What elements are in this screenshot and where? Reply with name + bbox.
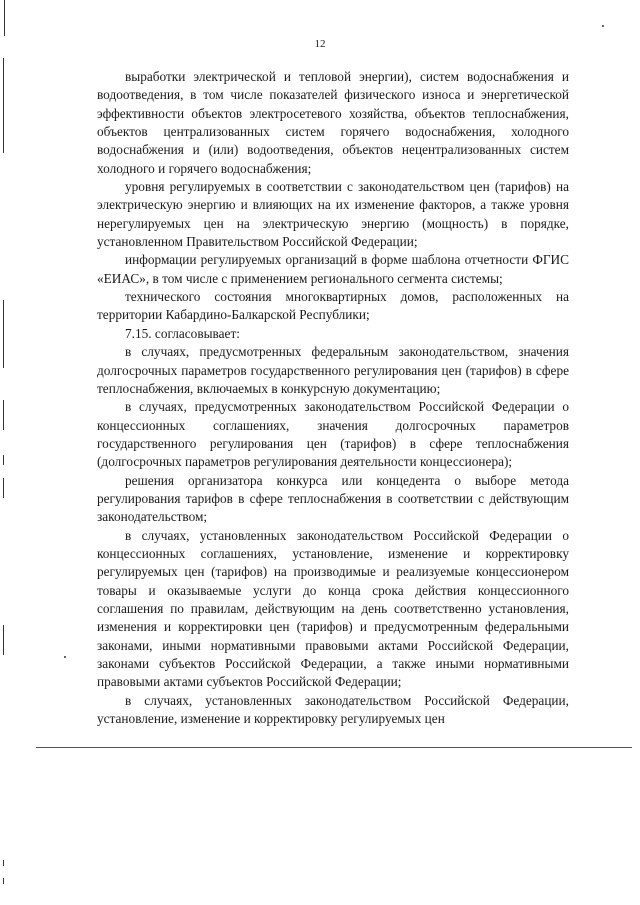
paragraph: уровня регулируемых в соответствии с законодательством цен (тарифов) на электрическую энергию и влияющих на их изменение факторов, а также уровня нерегулируемых цен на электрическую энергию (мощность) в порядке, установленном Правительством Российской Федерации; [97, 179, 569, 250]
document-body [97, 68, 569, 728]
paragraph: 7.15. согласовывает: [125, 325, 240, 341]
scan-edge-mark [3, 58, 4, 153]
paragraph: в случаях, предусмотренных законодательством Российской Федерации о концессионных соглашениях, значения долгосрочных параметров государственного регулирования цен (тарифов) в сфере теплоснабжения (долгосрочных параметров регулирования деятельности концессионера); [97, 399, 569, 470]
scan-tick-mark [64, 656, 66, 658]
scan-edge-mark [3, 455, 4, 465]
paragraph: в случаях, установленных законодательством Российской Федерации, установление, изменение и корректировку регулируемых цен [97, 692, 569, 727]
paragraph: информации регулируемых организаций в форме шаблона отчетности ФГИС «ЕИАС», в том числе с применением регионального сегмента системы; [97, 252, 569, 286]
page-number: 12 [314, 38, 326, 50]
scan-edge-mark [4, 0, 5, 36]
scan-edge-mark [3, 478, 4, 498]
paragraph: в случаях, предусмотренных федеральным законодательством, значения долгосрочных параметров государственного регулирования цен (тарифов) в сфере теплоснабжения, включаемых в конкурсную документацию; [97, 344, 569, 396]
scan-edge-mark [3, 878, 4, 884]
scan-strike-line [36, 747, 632, 748]
scan-edge-mark [3, 300, 4, 368]
paragraph: выработки электрической и тепловой энергии), систем водоснабжения и водоотведения, в том числе показателей физического износа и энергетической эффективности объектов электросетевого хозяйства, объектов теплоснабжения, объектов централизованных систем горячего водоснабжения, холодного водоснабжения и (или) водоотведения, объектов нецентрализованных систем холодного и горячего водоснабжения; [97, 69, 569, 176]
paragraph: технического состояния многоквартирных домов, расположенных на территории Кабардино-Балкарской Республики; [97, 289, 569, 323]
paragraph: решения организатора конкурса или концедента о выборе метода регулирования тарифов в сфере теплоснабжения в соответствии с действующим законодательством; [97, 472, 569, 525]
paragraph: в случаях, установленных законодательством Российской Федерации о концессионных соглашениях, установление, изменение и корректировку регулируемых цен (тарифов) на производимые и реализуемые концессионером товары и оказываемые услуги до конца срока действия концессионного соглашения по правилам, действующим на день соответственно установления, изменения и корректировки цен (тарифов) и предусмотренным федеральными законами, иными нормативными правовыми актами Российской Федерации, законами субъектов Российской Федерации, а также иными нормативными правовыми актами субъектов Российской Федерации; [97, 527, 569, 690]
scan-edge-mark [3, 400, 4, 430]
scan-edge-mark [3, 625, 4, 655]
scan-tick-mark [602, 25, 604, 27]
scan-edge-mark [3, 860, 4, 866]
